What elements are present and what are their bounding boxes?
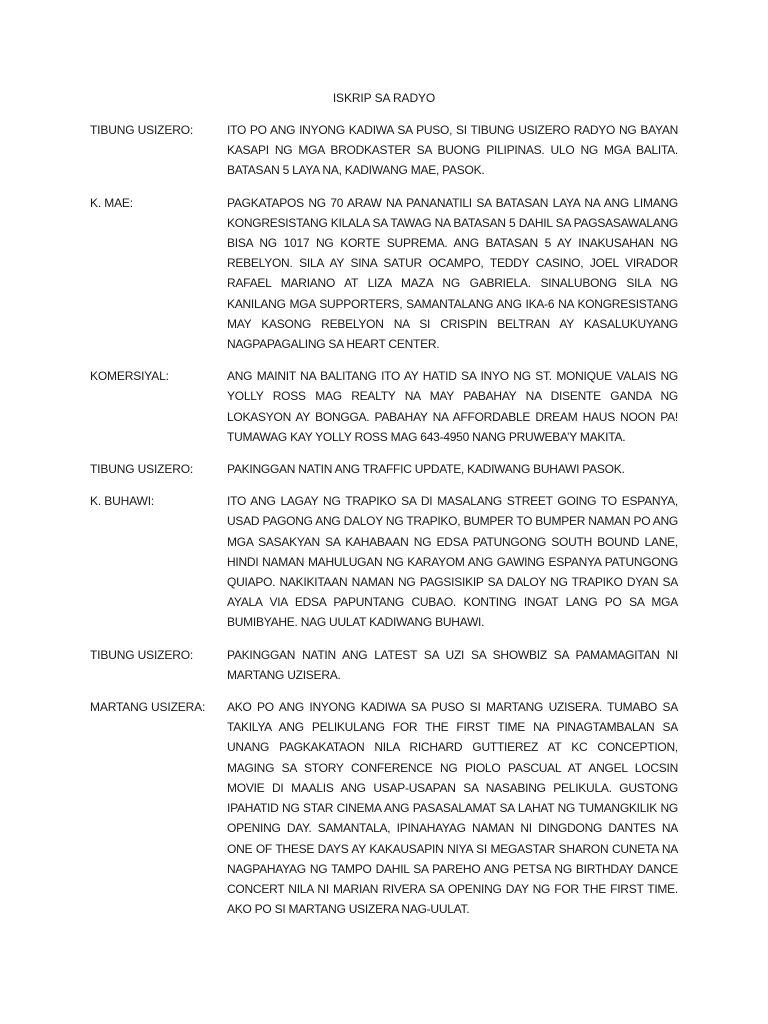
speaker-label: TIBUNG USIZERO:	[90, 647, 194, 662]
dialogue-text: PAKINGGAN NATIN ANG LATEST SA UZI SA SHOWBIZ SA PAMAMAGITAN NI MARTANG UZISERA.	[227, 647, 678, 682]
script-body	[90, 120, 678, 931]
script-entry	[90, 366, 678, 447]
script-entry	[90, 645, 678, 685]
speaker-label: MARTANG USIZERA:	[90, 700, 206, 715]
document-title: ISKRIP SA RADYO	[332, 91, 436, 105]
speaker-label: K. BUHAWI:	[90, 494, 155, 509]
script-entry	[90, 697, 678, 919]
speaker-label: TIBUNG USIZERO:	[90, 462, 194, 477]
dialogue-text: PAGKATAPOS NG 70 ARAW NA PANANATILI SA BATASAN LAYA NA ANG LIMANG KONGRESISTANG KILALA SA TAWAG NA BATASAN 5 DAHIL SA PAGSASAWALANG BISA NG 1017 NG KORTE SUPREMA. ANG BATASAN 5 AY INAKUSAHAN NG REBELYON. SILA AY SINA SATUR OCAMPO, TEDDY CASINO, JOEL VIRADOR RAFAEL MARIANO AT LIZA MAZA NG GABRIELA. SINALUBONG SILA NG KANILANG MGA SUPPORTERS, SAMANTALANG ANG IKA-6 NA KONGRESISTANG MAY KASONG REBELYON NA SI CRISPIN BELTRAN AY KASALUKUYANG NAGPAPAGALING SA HEART CENTER.	[227, 195, 678, 352]
dialogue-text: ITO PO ANG INYONG KADIWA SA PUSO, SI TIBUNG USIZERO RADYO NG BAYAN KASAPI NG MGA BRODKASTER SA BUONG PILIPINAS. ULO NG MGA BALITA. BATASAN 5 LAYA NA, KADIWANG MAE, PASOK.	[227, 123, 678, 178]
dialogue-text: PAKINGGAN NATIN ANG TRAFFIC UPDATE, KADIWANG BUHAWI PASOK.	[227, 462, 625, 477]
script-entry	[90, 120, 678, 181]
dialogue-text: AKO PO ANG INYONG KADIWA SA PUSO SI MARTANG UZISERA. TUMABO SA TAKILYA ANG PELIKULANG FOR THE FIRST TIME NA PINAGTAMBALAN SA UNANG PAGKAKATAON NILA RICHARD GUTTIEREZ AT KC CONCEPTION, MAGING SA STORY CONFERENCE NG PIOLO PASCUAL AT ANGEL LOCSIN MOVIE DI MAALIS ANG USAP-USAPAN SA NASABING PELIKULA. GUSTONG IPAHATID NG STAR CINEMA ANG PASASALAMAT SA LAHAT NG TUMANGKILIK NG OPENING DAY. SAMANTALA, IPINAHAYAG NAMAN NI DINGDONG DANTES NA ONE OF THESE DAYS AY KAKAUSAPIN NIYA SI MEGASTAR SHARON CUNETA NA NAGPAHAYAG NG TAMPO DAHIL SA PAREHO ANG PETSA NG BIRTHDAY DANCE CONCERT NILA NI MARIAN RIVERA SA OPENING DAY NG FOR THE FIRST TIME. AKO PO SI MARTANG USIZERA NAG-UULAT.	[227, 700, 678, 917]
speaker-label: KOMERSIYAL:	[90, 369, 169, 384]
script-entry	[90, 193, 678, 355]
dialogue-text: ITO ANG LAGAY NG TRAPIKO SA DI MASALANG STREET GOING TO ESPANYA, USAD PAGONG ANG DALOY NG TRAPIKO, BUMPER TO BUMPER NAMAN PO ANG MGA SASAKYAN SA KAHABAAN NG EDSA PATUNGONG SOUTH BOUND LANE, HINDI NAMAN MAHULUGAN NG KARAYOM ANG GAWING ESPANYA PATUNGONG QUIAPO. NAKIKITAAN NAMAN NG PAGSISIKIP SA DALOY NG TRAPIKO DYAN SA AYALA VIA EDSA PAPUNTANG CUBAO. KONTING INGAT LANG PO SA MGA BUMIBYAHE. NAG UULAT KADIWANG BUHAWI.	[227, 494, 678, 630]
speaker-label: K. MAE:	[90, 195, 133, 210]
speaker-label: TIBUNG USIZERO:	[90, 123, 194, 137]
script-entry	[90, 491, 678, 632]
script-entry	[90, 459, 678, 479]
dialogue-text: ANG MAINIT NA BALITANG ITO AY HATID SA INYO NG ST. MONIQUE VALAIS NG YOLLY ROSS MAG REALTY NA MAY PABAHAY NA DISENTE GANDA NG LOKASYON AY BONGGA. PABAHAY NA AFFORDABLE DREAM HAUS NOON PA! TUMAWAG KAY YOLLY ROSS MAG 643-4950 NANG PRUWEBA’Y MAKITA.	[227, 369, 678, 444]
